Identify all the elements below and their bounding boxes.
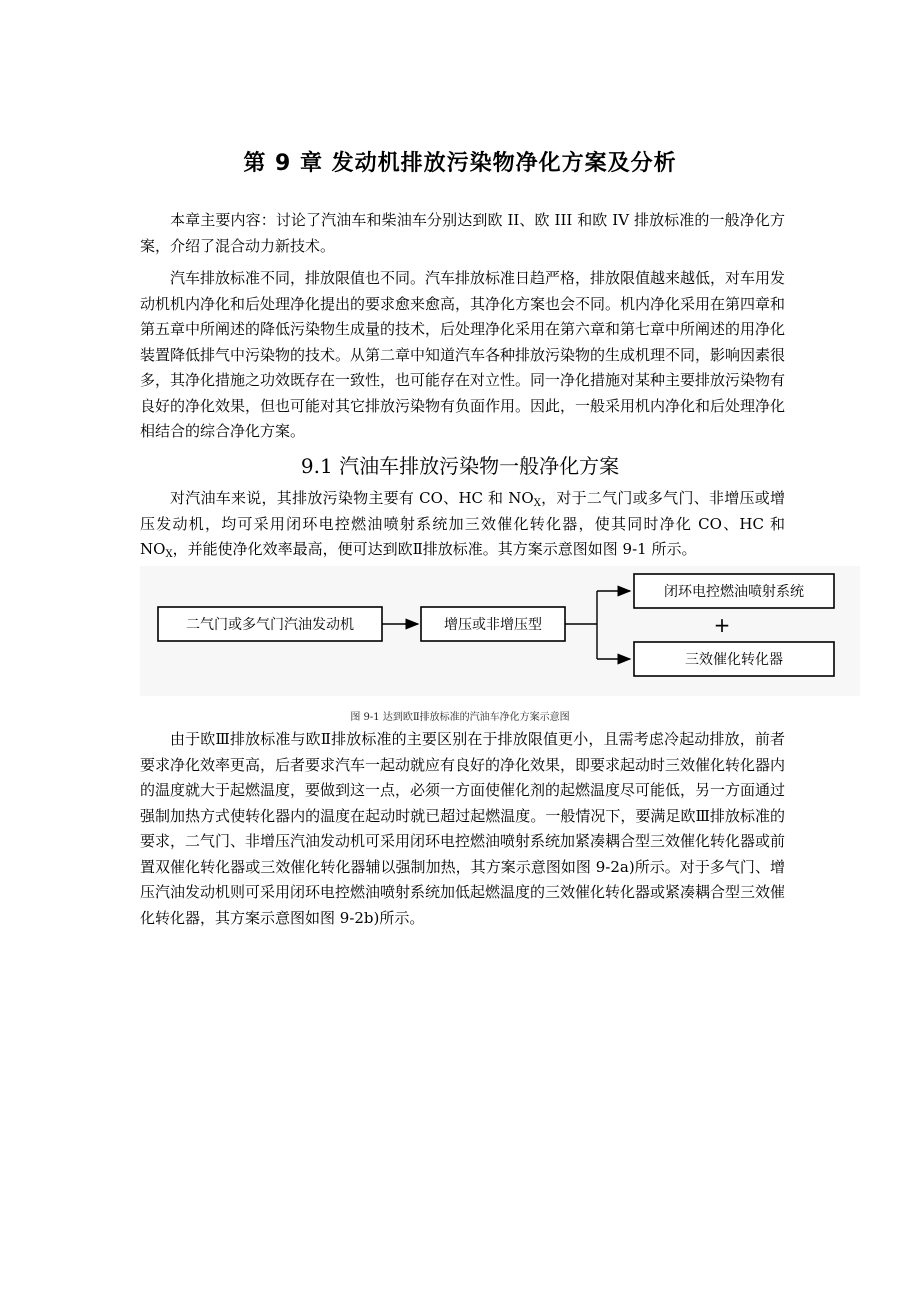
turbo-box (421, 607, 565, 641)
text-part: ，并能使净化效率最高，便可达到欧Ⅱ排放标准。其方案示意图如图 9-1 所示。 (172, 540, 697, 558)
twc-box (634, 642, 834, 676)
engine-label: 二气门或多气门汽油发动机 (186, 617, 354, 633)
plus-sign: + (713, 613, 731, 637)
figure-9-1-diagram (140, 566, 860, 696)
efi-label: 闭环电控燃油喷射系统 (664, 584, 804, 600)
standards-paragraph: 汽车排放标准不同，排放限值也不同。汽车排放标准日趋严格，排放限值越来越低，对车用发动机机内净化和后处理净化提出的要求愈来愈高，其净化方案也会不同。机内净化采用在第四章和第五章中所阐述的降低污染物生成量的技术，后处理净化采用在第六章和第七章中所阐述的用净化装置降低排气中污染物的技术。从第二章中知道汽车各种排放污染物的生成机理不同，影响因素很多，其净化措施之功效既存在一致性，也可能存在对立性。同一净化措施对某种主要排放污染物有良好的净化效果，但也可能对其它排放污染物有负面作用。因此，一般采用机内净化和后处理净化相结合的综合净化方案。 (140, 269, 786, 440)
intro-paragraph: 本章主要内容：讨论了汽油车和柴油车分别达到欧 II、欧 III 和欧 IV 排放标准的一般净化方案，介绍了混合动力新技术。 (140, 211, 785, 255)
gasoline-paragraph (140, 486, 785, 563)
figure-caption: 图 9-1 达到欧Ⅱ排放标准的汽油车净化方案示意图 (350, 712, 570, 723)
turbo-label: 增压或非增压型 (444, 617, 542, 633)
twc-label: 三效催化转化器 (685, 652, 783, 668)
section-title: 9.1 汽油车排放污染物一般净化方案 (300, 454, 620, 478)
efi-box (634, 574, 834, 608)
euro3-paragraph: 由于欧Ⅲ排放标准与欧Ⅱ排放标准的主要区别在于排放限值更小，且需考虑冷起动排放，前者要求净化效率更高，后者要求汽车一起动就应有良好的净化效果，即要求起动时三效催化转化器内的温度就大于起燃温度，要做到这一点，必须一方面使催化剂的起燃温度尽可能低，另一方面通过强制加热方式使转化器内的温度在起动时就已超过起燃温度。一般情况下，要满足欧Ⅲ排放标准的要求，二气门、非增压汽油发动机可采用闭环电控燃油喷射系统加紧凑耦合型三效催化转化器或前置双催化转化器或三效催化转化器辅以强制加热，其方案示意图如图 9-2a)所示。对于多气门、增压汽油发动机则可采用闭环电控燃油喷射系统加低起燃温度的三效催化转化器或紧凑耦合型三效催化转化器，其方案示意图如图 9-2b)所示。 (140, 730, 786, 927)
subscript-x: X (165, 549, 173, 560)
engine-box (158, 607, 382, 641)
chapter-title: 第 9 章 发动机排放污染物净化方案及分析 (243, 151, 677, 176)
text-part: 对汽油车来说，其排放污染物主要有 CO、HC 和 NO (170, 489, 534, 507)
text-part: ，对于二气门或多气门、非增压或增压发动机，均可采用闭环电控燃油喷射系统加三效催化转化器，使其同时净化 CO、HC 和 NO (140, 489, 785, 558)
subscript-x: X (533, 498, 541, 509)
